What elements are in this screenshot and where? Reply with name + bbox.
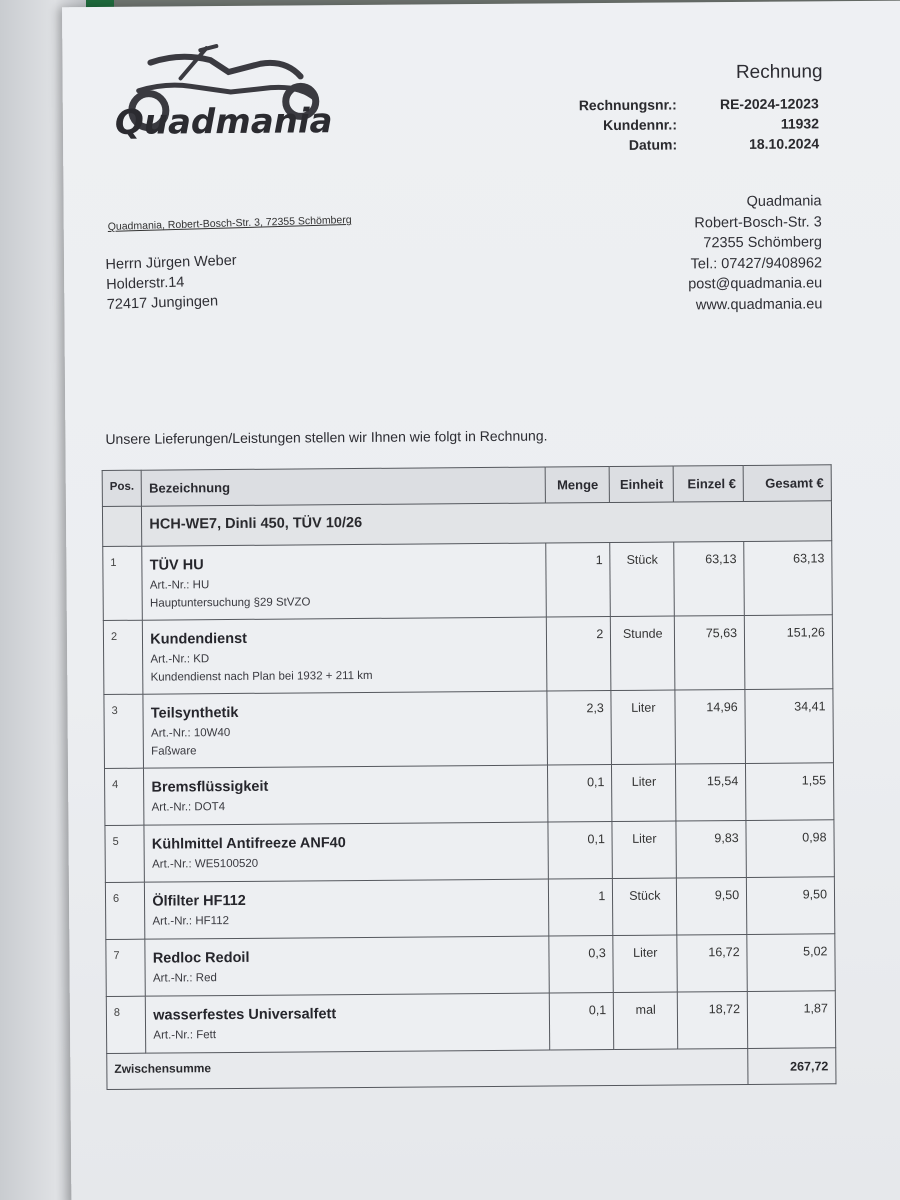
item-name: Kundendienst [150, 630, 248, 648]
row-einheit: Liter [612, 764, 676, 822]
row-description [144, 822, 549, 882]
invoice-date: 18.10.2024 [748, 135, 820, 152]
row-einzel: 15,54 [676, 763, 746, 821]
row-gesamt: 9,50 [747, 877, 835, 935]
row-pos: 3 [104, 694, 144, 768]
row-description [146, 993, 551, 1053]
table-row [105, 820, 834, 883]
row-description [145, 936, 550, 996]
document-title: Rechnung [735, 61, 823, 84]
row-pos: 1 [103, 546, 143, 620]
row-description [142, 543, 547, 620]
item-article-number: Art.-Nr.: Fett [153, 1029, 217, 1042]
company-phone: Tel.: 07427/9408962 [690, 254, 823, 272]
table-row [105, 877, 834, 940]
header-bezeichnung: Bezeichnung [141, 467, 545, 506]
table-row [103, 541, 833, 621]
group-row [102, 501, 831, 547]
row-description [144, 765, 549, 825]
row-einzel: 63,13 [674, 541, 744, 616]
header-menge: Menge [546, 467, 610, 504]
sender-return-address: Quadmania, Robert-Bosch-Str. 3, 72355 Schömberg [107, 213, 352, 233]
item-article-number: Art.-Nr.: DOT4 [151, 801, 226, 814]
subtotal-label: Zwischensumme [107, 1050, 551, 1089]
item-name: Bremsflüssigkeit [151, 778, 269, 796]
row-einheit: Stück [613, 878, 677, 936]
item-detail: Faßware [151, 745, 197, 758]
invoice-meta [567, 93, 819, 155]
item-detail: Kundendienst nach Plan bei 1932 + 211 km [150, 669, 373, 684]
row-menge: 0,1 [550, 993, 614, 1051]
subtotal-row [107, 1048, 836, 1090]
intro-text: Unsere Lieferungen/Leistungen stellen wir Ihnen wie folgt in Rechnung. [105, 427, 548, 447]
item-article-number: Art.-Nr.: HF112 [152, 915, 230, 928]
table-row [104, 689, 834, 769]
customer-number-label: Kundennr.: [603, 116, 678, 134]
invoice-page [62, 1, 900, 1200]
item-name: Teilsynthetik [150, 704, 239, 722]
row-gesamt: 151,26 [744, 615, 832, 690]
table-row [106, 991, 835, 1054]
subtotal-spacer [550, 1048, 748, 1086]
customer-number: 11932 [780, 115, 820, 132]
item-name: TÜV HU [149, 557, 204, 574]
row-menge: 0,1 [548, 765, 612, 823]
row-menge: 1 [549, 879, 613, 937]
header-pos: Pos. [102, 470, 142, 506]
invoice-number-label: Rechnungsnr.: [578, 96, 677, 114]
recipient-city: 72417 Jungingen [106, 293, 219, 313]
row-gesamt: 63,13 [744, 541, 832, 616]
item-detail: Hauptuntersuchung §29 StVZO [149, 596, 311, 610]
row-gesamt: 34,41 [745, 689, 833, 764]
item-name: wasserfestes Universalfett [153, 1006, 337, 1024]
item-name: Ölfilter HF112 [152, 892, 246, 910]
item-article-number: Art.-Nr.: 10W40 [150, 727, 231, 740]
row-menge: 1 [546, 543, 611, 617]
company-street: Robert-Bosch-Str. 3 [694, 213, 822, 231]
item-article-number: Art.-Nr.: HU [149, 579, 210, 592]
item-article-number: Art.-Nr.: KD [150, 653, 210, 666]
row-gesamt: 0,98 [746, 820, 834, 878]
row-einzel: 16,72 [677, 934, 747, 992]
row-description [143, 617, 548, 694]
row-description [143, 691, 548, 768]
item-article-number: Art.-Nr.: WE5100520 [151, 857, 259, 871]
row-einheit: Liter [611, 690, 676, 765]
row-menge: 0,3 [549, 936, 613, 994]
logo-wordmark: Quadmania [114, 101, 333, 143]
row-description [145, 879, 550, 939]
group-title: HCH-WE7, Dinli 450, TÜV 10/26 [142, 501, 832, 546]
row-einzel: 9,83 [676, 820, 746, 878]
header-einheit: Einheit [609, 466, 673, 503]
table-row [104, 763, 833, 826]
invoice-items-table [102, 464, 837, 1090]
company-website: www.quadmania.eu [695, 295, 823, 313]
table-row [106, 934, 835, 997]
row-einzel: 75,63 [675, 615, 745, 690]
row-einheit: mal [614, 992, 678, 1050]
row-pos: 4 [104, 768, 144, 825]
row-menge: 0,1 [548, 822, 612, 880]
row-einzel: 14,96 [675, 689, 745, 764]
recipient-name: Herrn Jürgen Weber [105, 252, 237, 273]
company-name: Quadmania [746, 193, 822, 210]
date-label: Datum: [628, 136, 678, 153]
row-pos: 8 [106, 996, 146, 1053]
company-city: 72355 Schömberg [703, 234, 822, 252]
row-menge: 2,3 [547, 691, 612, 765]
row-pos: 2 [103, 620, 143, 694]
row-gesamt: 1,87 [747, 991, 835, 1049]
row-menge: 2 [547, 617, 612, 691]
company-address [687, 191, 822, 315]
subtotal-value: 267,72 [748, 1048, 836, 1085]
table-row [103, 615, 833, 695]
row-einheit: Stunde [611, 616, 676, 691]
item-name: Kühlmittel Antifreeze ANF40 [151, 835, 346, 853]
row-einzel: 9,50 [677, 877, 747, 935]
recipient-street: Holderstr.14 [105, 274, 185, 293]
group-pos-cell [102, 506, 142, 546]
invoice-number: RE-2024-12023 [719, 95, 819, 113]
item-article-number: Art.-Nr.: Red [152, 972, 217, 985]
table-header-row [102, 465, 831, 507]
row-pos: 7 [106, 939, 146, 996]
row-einheit: Liter [613, 935, 677, 993]
recipient-address [105, 251, 238, 315]
row-einzel: 18,72 [678, 991, 748, 1049]
row-einheit: Stück [610, 542, 675, 617]
row-pos: 5 [105, 825, 145, 882]
company-email: post@quadmania.eu [688, 275, 823, 293]
header-gesamt: Gesamt € [743, 465, 831, 502]
header-einzel: Einzel € [673, 465, 743, 502]
row-einheit: Liter [612, 821, 676, 879]
row-gesamt: 1,55 [746, 763, 834, 821]
row-pos: 6 [105, 882, 145, 939]
row-gesamt: 5,02 [747, 934, 835, 992]
item-name: Redloc Redoil [152, 949, 250, 967]
